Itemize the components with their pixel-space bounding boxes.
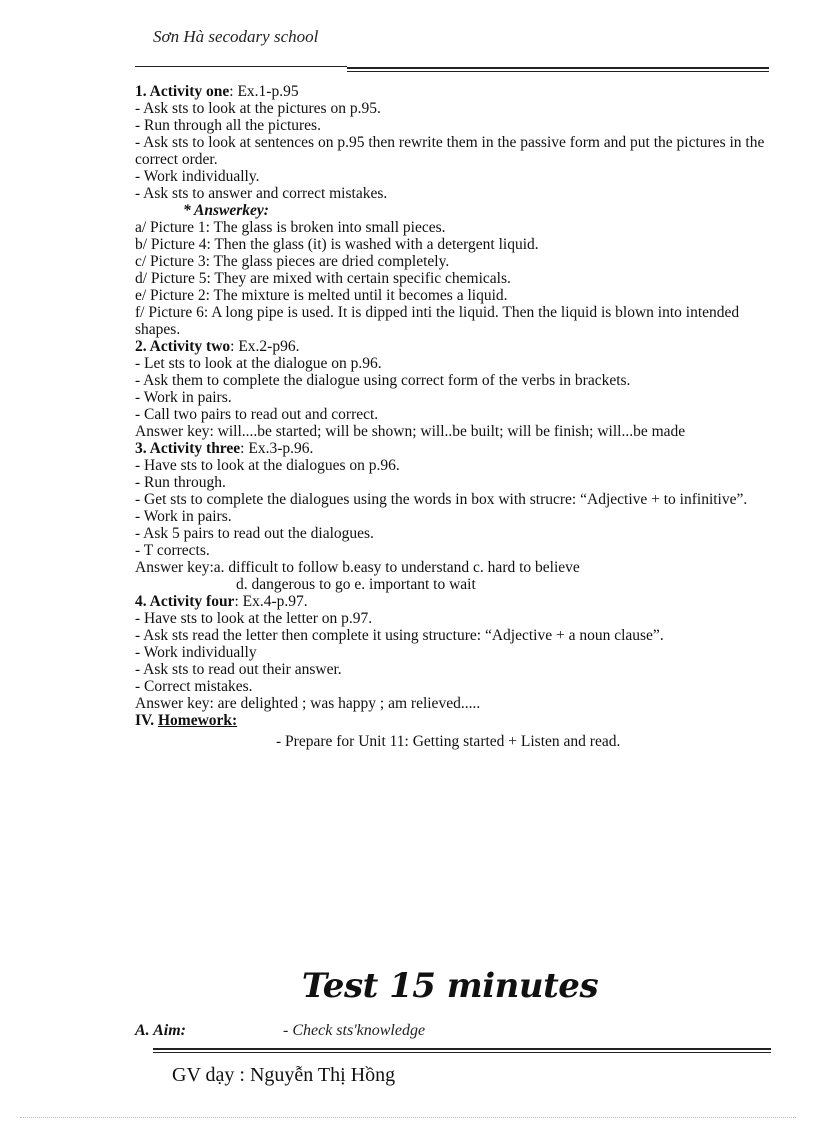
activity-one-step: - Work individually. [135, 168, 260, 185]
activity-three-title: 3. Activity three [135, 440, 241, 457]
activity-one-title: 1. Activity one [135, 83, 230, 100]
homework-task: - Prepare for Unit 11: Getting started + Listen and read. [276, 733, 621, 750]
activity-one-heading [135, 83, 767, 100]
activity-one-step: - Ask sts to answer and correct mistakes. [135, 185, 388, 202]
activity-two-answer-key: Answer key: will....be started; will be shown; will..be built; will be finish; will...be made [135, 423, 686, 440]
activity-four-step: - Work individually [135, 644, 257, 661]
header-rule-thin [135, 66, 347, 67]
lesson-body [135, 83, 767, 750]
homework-numeral: IV. [135, 712, 155, 729]
activity-two-title: 2. Activity two [135, 338, 231, 355]
activity-three-heading [135, 440, 767, 457]
activity-two-ref: : Ex.2-p96. [230, 338, 300, 355]
answer-item: d/ Picture 5: They are mixed with certain specific chemicals. [135, 270, 511, 287]
activity-four-heading [135, 593, 767, 610]
answer-item: c/ Picture 3: The glass pieces are dried completely. [135, 253, 450, 270]
activity-two-step: - Let sts to look at the dialogue on p.96. [135, 355, 382, 372]
aim-text: - Check sts'knowledge [283, 1022, 426, 1039]
activity-three-step: - Run through. [135, 474, 226, 491]
answer-item: b/ Picture 4: Then the glass (it) is washed with a detergent liquid. [135, 236, 539, 253]
page-bottom-dotted-line [20, 1117, 796, 1118]
activity-four-answer-key: Answer key: are delighted ; was happy ; am relieved..... [135, 695, 481, 712]
activity-four-step: - Correct mistakes. [135, 678, 253, 695]
activity-three-ref: : Ex.3-p.96. [240, 440, 314, 457]
activity-three-step: - T corrects. [135, 542, 210, 559]
school-name: Sơn Hà secodary school [153, 27, 319, 46]
activity-four-step: - Ask sts read the letter then complete it using structure: “Adjective + a noun clause”. [135, 627, 664, 644]
activity-three-step: - Have sts to look at the dialogues on p.96. [135, 457, 400, 474]
test-title: Test 15 minutes [301, 966, 599, 1006]
activity-one-step: - Ask sts to look at sentences on p.95 then rewrite them in the passive form and put the pictures in the correct order. [135, 134, 765, 168]
activity-two-heading [135, 338, 767, 355]
activity-three-step: - Ask 5 pairs to read out the dialogues. [135, 525, 374, 542]
answerkey-label: * Answerkey: [183, 202, 269, 219]
header-rule-thin-under [347, 71, 769, 72]
teacher-name: GV dạy : Nguyễn Thị Hồng [172, 1064, 396, 1086]
activity-three-step: - Get sts to complete the dialogues using the words in box with strucre: “Adjective + to infinitive”. [135, 491, 748, 508]
aim-label: A. Aim: [135, 1022, 186, 1039]
header-rule-thick [347, 67, 769, 69]
activity-four-step: - Ask sts to read out their answer. [135, 661, 342, 678]
activity-one-step: - Ask sts to look at the pictures on p.95. [135, 100, 381, 117]
activity-two-step: - Work in pairs. [135, 389, 232, 406]
activity-one-ref: : Ex.1-p.95 [229, 83, 299, 100]
activity-four-title: 4. Activity four [135, 593, 235, 610]
homework-heading [135, 712, 767, 729]
footer-rule-thin [153, 1052, 771, 1053]
activity-three-step: - Work in pairs. [135, 508, 232, 525]
activity-three-answer-key: Answer key:a. difficult to follow b.easy to understand c. hard to believe [135, 559, 580, 576]
activity-two-step: - Ask them to complete the dialogue using correct form of the verbs in brackets. [135, 372, 631, 389]
answer-item: a/ Picture 1: The glass is broken into small pieces. [135, 219, 446, 236]
activity-three-answer-key-cont: d. dangerous to go e. important to wait [236, 576, 476, 593]
activity-four-ref: : Ex.4-p.97. [234, 593, 308, 610]
footer-rule-thick [153, 1048, 771, 1050]
answer-item: f/ Picture 6: A long pipe is used. It is dipped inti the liquid. Then the liquid is blown into intended shapes. [135, 304, 740, 338]
activity-one-step: - Run through all the pictures. [135, 117, 321, 134]
homework-label: Homework: [157, 712, 238, 729]
activity-four-step: - Have sts to look at the letter on p.97. [135, 610, 373, 627]
answer-item: e/ Picture 2: The mixture is melted until it becomes a liquid. [135, 287, 508, 304]
activity-two-step: - Call two pairs to read out and correct. [135, 406, 379, 423]
